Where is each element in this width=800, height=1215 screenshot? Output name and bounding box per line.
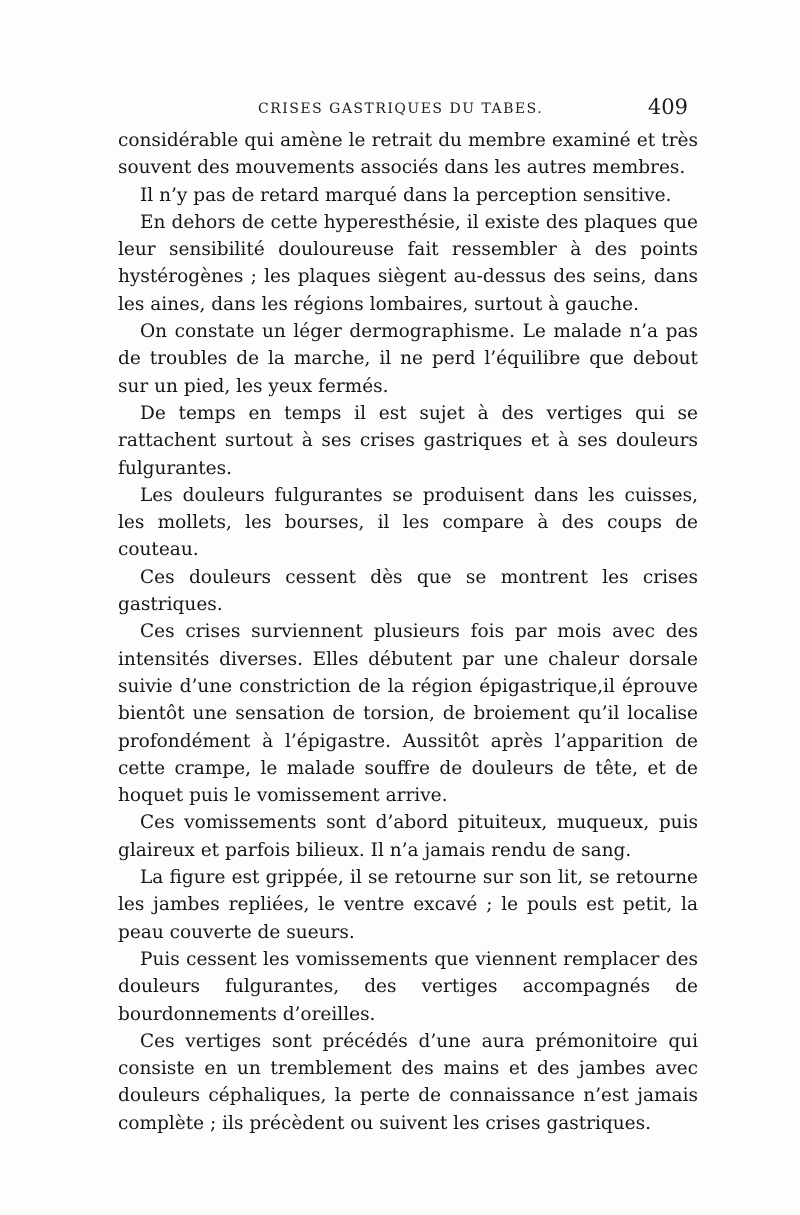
paragraph: En dehors de cette hyperesthésie, il existe des plaques que leur sensibilité douloureuse fait ressembler à des points hystérogènes ; les plaques siègent au-dessus des seins, dans les aines, dans les régions lombaires, surtout à gauche. [118,211,698,315]
running-title: CRISES GASTRIQUES DU TABES. [258,101,544,117]
body-text [118,127,698,1137]
paragraph: De temps en temps il est sujet à des vertiges qui se rattachent surtout à ses crises gastriques et à ses douleurs fulgurantes. [118,402,698,479]
page-header [118,95,698,125]
page-number: 409 [647,95,688,119]
paragraph: Puis cessent les vomissements que viennent remplacer des douleurs fulgurantes, des vertiges accompagnés de bourdonnements d’oreilles. [118,948,698,1025]
paragraph: La figure est grippée, il se retourne sur son lit, se retourne les jambes repliées, le ventre excavé ; le pouls est petit, la peau couverte de sueurs. [118,867,698,943]
paragraph: Les douleurs fulgurantes se produisent dans les cuisses, les mollets, les bourses, il les compare à des coups de couteau. [118,484,698,561]
paragraph: Il n’y pas de retard marqué dans la perception sensitive. [140,184,672,206]
paragraph: Ces douleurs cessent dès que se montrent les crises gastriques. [118,566,698,616]
paragraph: Ces vomissements sont d’abord pituiteux, muqueux, puis glaireux et parfois bilieux. Il n’a jamais rendu de sang. [118,812,698,861]
paragraph: considérable qui amène le retrait du membre examiné et très souvent des mouvements associés dans les autres membres. [118,130,698,179]
paragraph: On constate un léger dermographisme. Le malade n’a pas de troubles de la marche, il ne perd l’équilibre que debout sur un pied, les yeux fermés. [118,321,698,397]
paragraph: Ces crises surviennent plusieurs fois par mois avec des intensités diverses. Elles débutent par une chaleur dorsale suivie d’une constriction de la région épigastrique,il éprouve bientôt une sensation de torsion, de broiement qu’il localise profondément à l’épigastre. Aussitôt après l’apparition de cette crampe, le malade souffre de douleurs de tête, et de hoquet puis le vomissement arrive. [118,621,698,807]
paragraph: Ces vertiges sont précédés d’une aura prémonitoire qui consiste en un tremblement des mains et des jambes avec douleurs céphaliques, la perte de connaissance n’est jamais complète ; ils précèdent ou suivent les crises gastriques. [118,1030,698,1134]
